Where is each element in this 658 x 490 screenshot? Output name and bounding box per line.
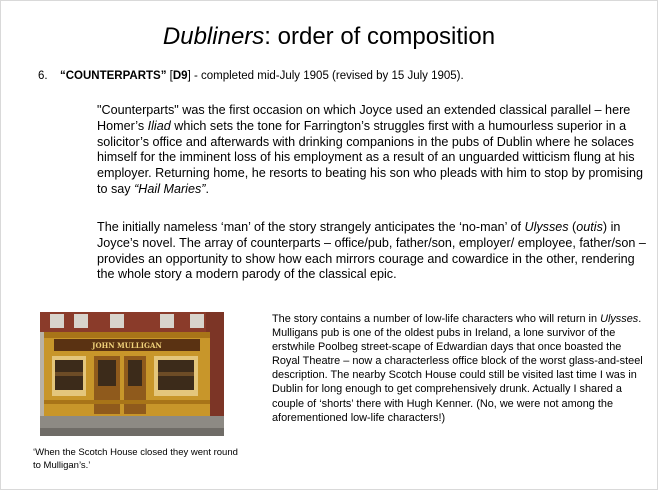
p1-hail-maries: “Hail Maries” bbox=[134, 181, 206, 196]
story-name: “COUNTERPARTS” bbox=[60, 70, 167, 82]
story-number: 6. bbox=[38, 70, 48, 82]
code-open: [ bbox=[166, 70, 173, 82]
paragraph-counterparts bbox=[97, 220, 647, 283]
side-ulysses: Ulysses bbox=[600, 313, 639, 325]
pub-sign-text: JOHN MULLIGAN bbox=[92, 341, 162, 350]
completion-date: ] - completed mid-July 1905 (revised by 15 July 1905). bbox=[187, 70, 464, 82]
mulligans-pub-photo bbox=[40, 312, 224, 436]
p2-text-2: ( bbox=[568, 220, 577, 234]
side-text-2: . Mulligans pub is one of the oldest pubs in Ireland, a lone survivor of the erstwhile Poolbeg street-scape of Edwardian days that once boasted the Royal Theatre – now a characterless office block of the worst glass-and-steel description. The nearby Scotch House could still be visited last time I was in Dublin for long enough to get comprehensively drunk. Actually I shared a couple of ‘shorts’ there with Hugh Kenner. (No, we were not among the aforementioned low-life characters!) bbox=[272, 313, 643, 424]
story-heading bbox=[38, 68, 638, 84]
p2-ulysses: Ulysses bbox=[524, 220, 569, 234]
p1-text-3: . bbox=[205, 181, 209, 196]
slide-title bbox=[0, 22, 658, 52]
p2-text-3: ) in Joyce’s novel. The array of counterparts – office/pub, father/son, employer/ employee, father/son – provides an opportunity to show how each mirrors courage and cowardice in the other, rendering the whole story a modern parody of the classical epic. bbox=[97, 220, 646, 282]
side-text-1: The story contains a number of low-life characters who will return in bbox=[272, 313, 601, 325]
p1-text-1: "Counterparts" was the first occasion on which Joyce used an extended classical parallel – here Homer’s bbox=[97, 103, 631, 133]
p1-iliad: Iliad bbox=[147, 118, 171, 133]
p1-text-2: which sets the tone for Farrington’s struggles first with a humourless superior in a solicitor’s office and afterwards with drinking companions in the pubs of Dublin where he solaces himself for the imminent loss of his employment as a result of an unguarded witticism flung at his employer. Returning home, he resorts to beating his son who pleads with him to stop by promising to say bbox=[97, 118, 644, 196]
pub-photo-icon bbox=[40, 312, 224, 436]
title-italic: Dubliners bbox=[162, 23, 265, 50]
story-code: D9 bbox=[172, 70, 188, 82]
photo-caption: ‘When the Scotch House closed they went round to Mulligan’s.’ bbox=[33, 447, 238, 471]
title-rest: : order of composition bbox=[264, 23, 496, 50]
p2-outis: outis bbox=[576, 220, 603, 234]
p2-text-1: The initially nameless ‘man’ of the story strangely anticipates the ‘no-man’ of bbox=[97, 220, 525, 234]
side-note bbox=[272, 312, 644, 425]
paragraph-iliad bbox=[97, 103, 647, 198]
